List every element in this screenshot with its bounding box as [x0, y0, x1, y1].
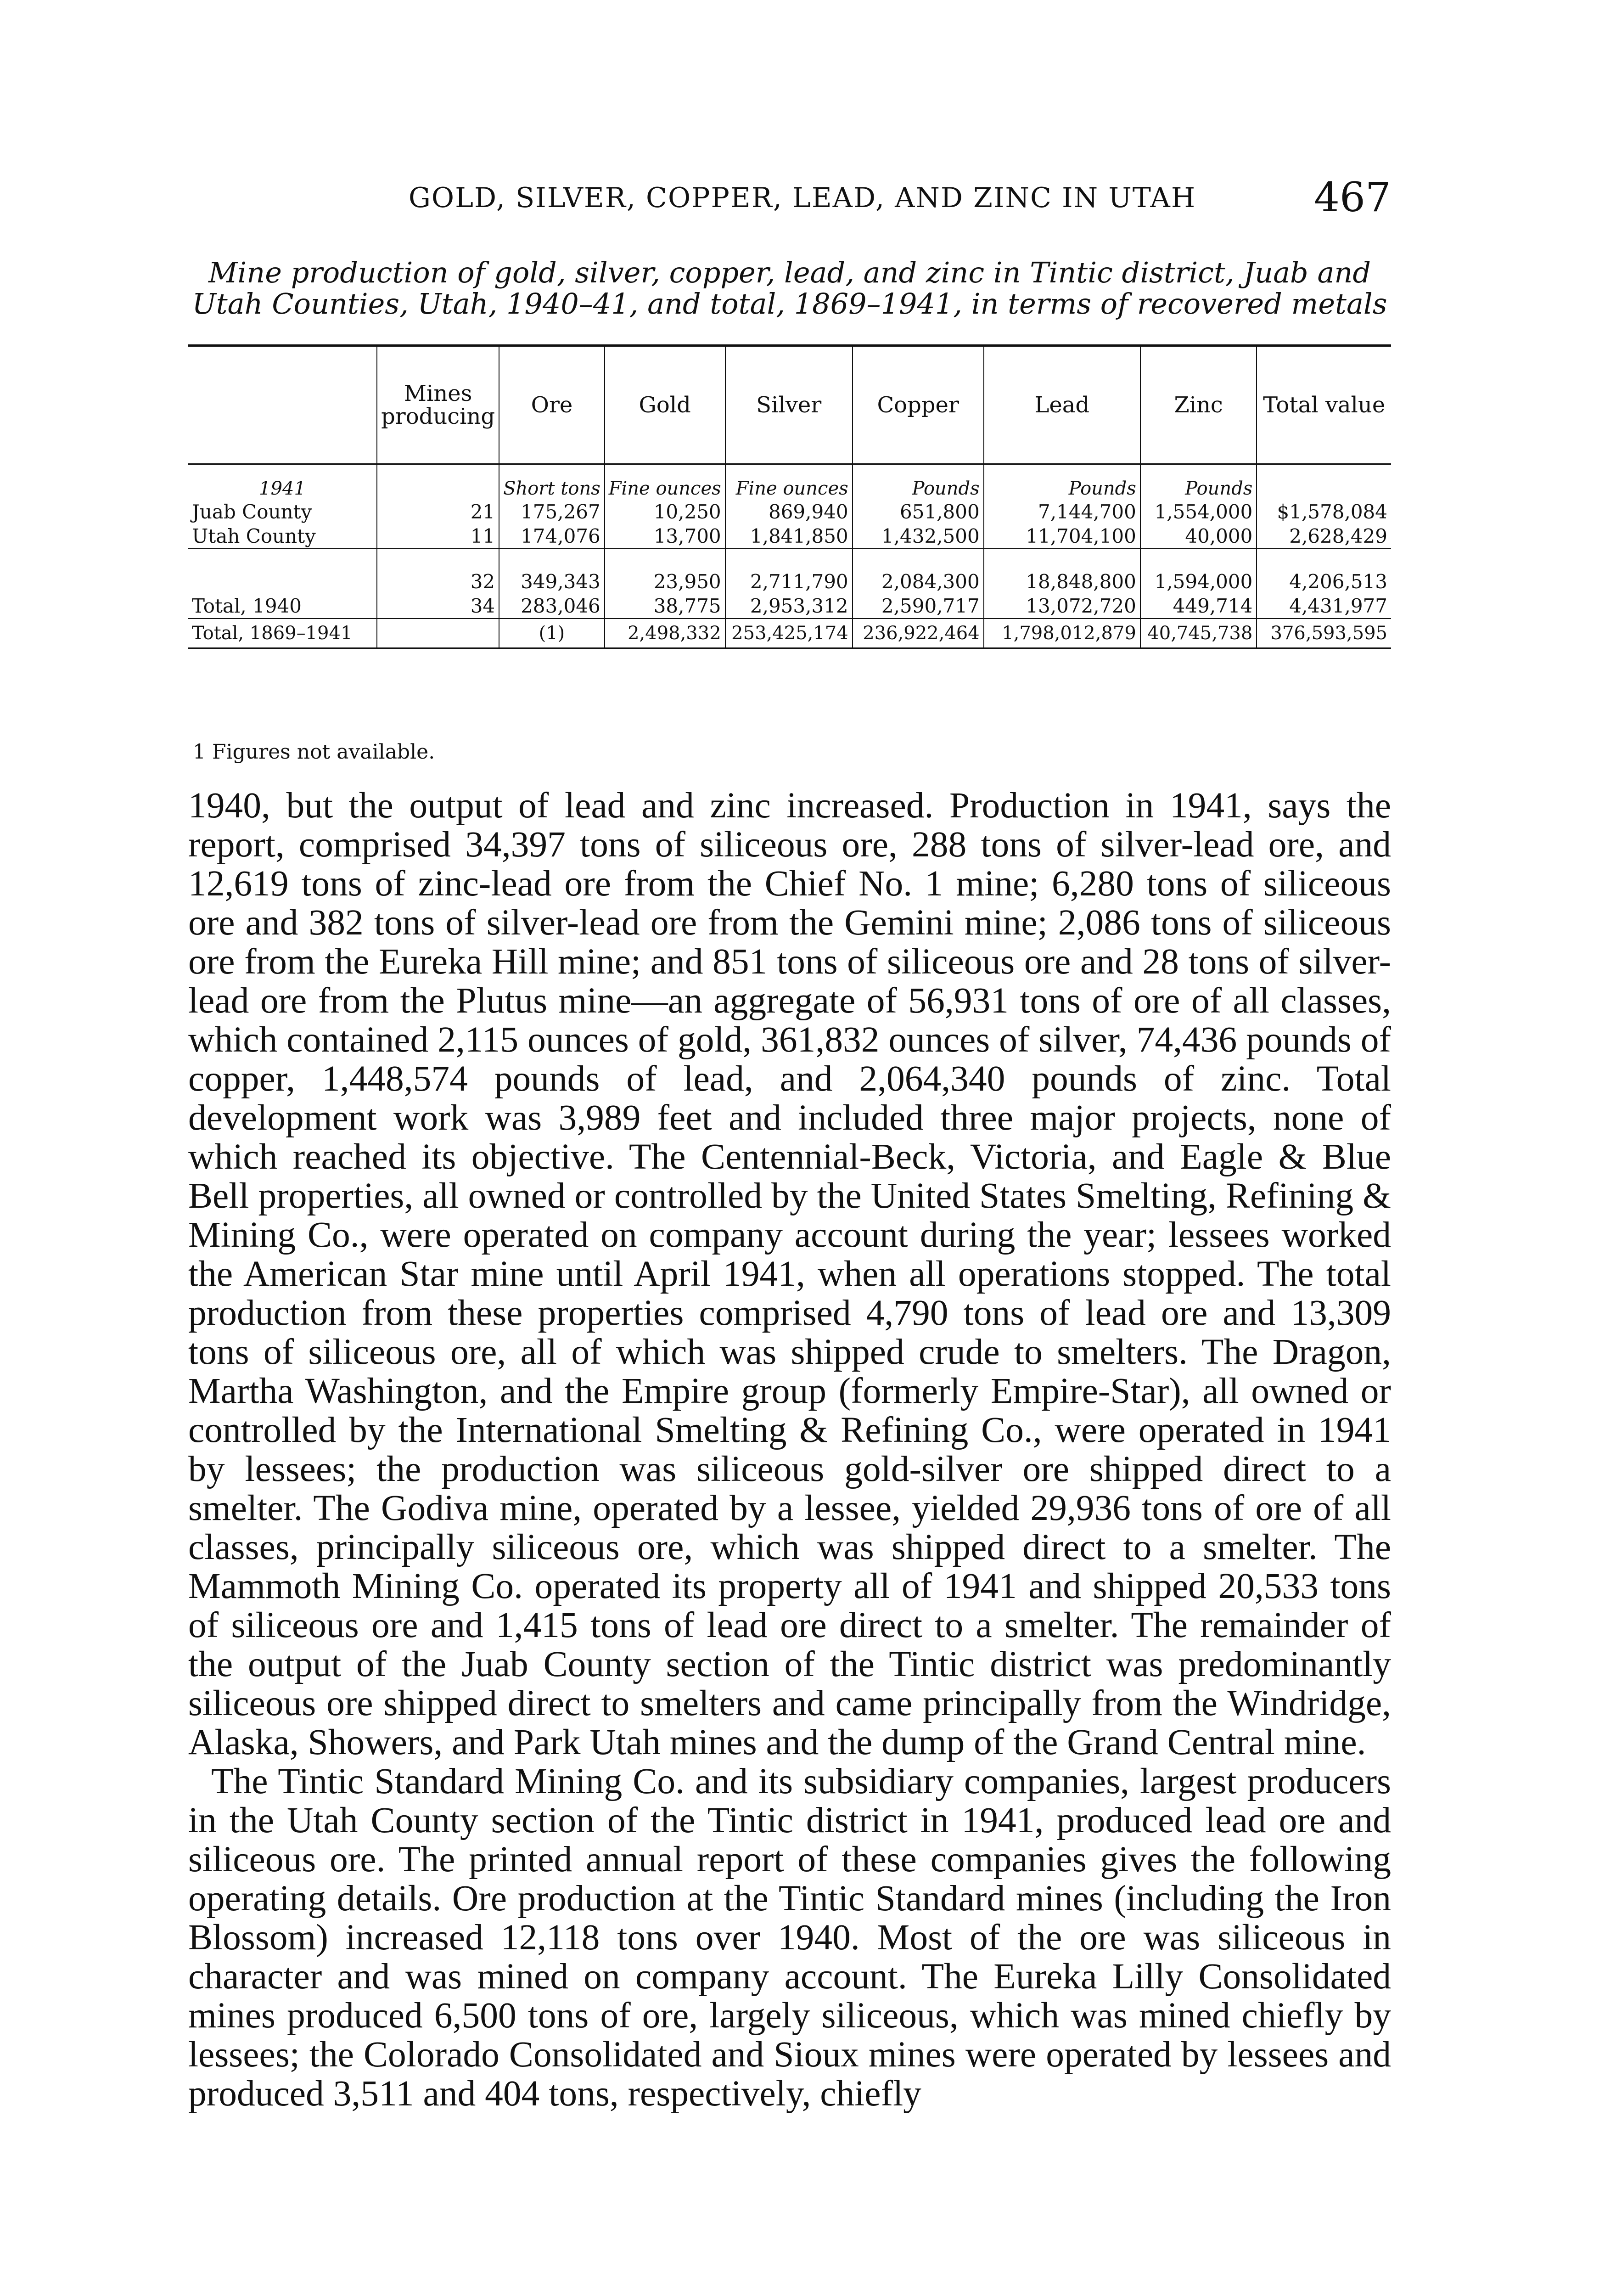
header-zinc: Zinc	[1140, 347, 1257, 464]
header-ore: Ore	[499, 347, 605, 464]
row-label: Total, 1869–1941	[188, 619, 377, 648]
row-label: Utah County	[188, 524, 377, 549]
cell-mines: 34	[377, 594, 499, 619]
body-text	[188, 786, 1391, 2113]
cell-lead: 13,072,720	[984, 594, 1140, 619]
header-silver: Silver	[725, 347, 853, 464]
row-label	[188, 569, 377, 594]
cell-value: $1,578,084	[1257, 500, 1391, 524]
table-caption: Mine production of gold, silver, copper, lead, and zinc in Tintic district, Juab and Utah Counties, Utah, 1940–41, and total, 1869–1941, in terms of recovered metals	[192, 256, 1387, 321]
table-row	[188, 569, 1391, 594]
unit-copper: Pounds	[853, 464, 984, 500]
table-row	[188, 619, 1391, 648]
header-mines: Mines producing	[377, 347, 499, 464]
cell-mines: 21	[377, 500, 499, 524]
cell-mines: 11	[377, 524, 499, 549]
cell-silver: 253,425,174	[725, 619, 853, 648]
cell-lead: 18,848,800	[984, 569, 1140, 594]
cell-ore: (1)	[499, 619, 605, 648]
paragraph: 1940, but the output of lead and zinc increased. Production in 1941, says the report, comprised 34,397 tons of siliceous ore, 288 tons of silver-lead ore, and 12,619 tons of zinc-lead ore from the Chief No. 1 mine; 6,280 tons of siliceous ore and 382 tons of silver-lead ore from the Gemini mine; 2,086 tons of siliceous ore from the Eureka Hill mine; and 851 tons of siliceous ore and 28 tons of silver-lead ore from the Plutus mine—an aggregate of 56,931 tons of ore of all classes, which contained 2,115 ounces of gold, 361,832 ounces of silver, 74,436 pounds of copper, 1,448,574 pounds of lead, and 2,064,340 pounds of zinc. Total development work was 3,989 feet and included three major projects, none of which reached its objective. The Centennial-Beck, Victoria, and Eagle & Blue Bell properties, all owned or controlled by the United States Smelting, Refining & Mining Co., were operated on company account during the year; lessees worked the American Star mine until April 1941, when all operations stopped. The total production from these properties comprised 4,790 tons of lead ore and 13,309 tons of siliceous ore, all of which was shipped crude to smelters. The Dragon, Martha Washington, and the Empire group (formerly Empire-Star), all owned or controlled by the International Smelting & Refining Co., were operated in 1941 by lessees; the production was siliceous gold-silver ore shipped direct to a smelter. The Godiva mine, operated by a lessee, yielded 29,936 tons of ore of all classes, principally siliceous ore, which was shipped direct to a smelter. The Mammoth Mining Co. operated its property all of 1941 and shipped 20,533 tons of siliceous ore and 1,415 tons of lead ore direct to a smelter. The remainder of the output of the Juab County section of the Tintic district was predominantly siliceous ore shipped direct to smelters and came principally from the Windridge, Alaska, Showers, and Park Utah mines and the dump of the Grand Central mine.	[188, 785, 1391, 1762]
unit-ore: Short tons	[499, 464, 605, 500]
cell-zinc: 449,714	[1140, 594, 1257, 619]
cell-mines	[377, 619, 499, 648]
cell-ore: 175,267	[499, 500, 605, 524]
table-header-row	[188, 347, 1391, 464]
cell-silver: 1,841,850	[725, 524, 853, 549]
cell-lead: 7,144,700	[984, 500, 1140, 524]
cell-zinc: 40,745,738	[1140, 619, 1257, 648]
cell-gold: 13,700	[605, 524, 725, 549]
cell-zinc: 40,000	[1140, 524, 1257, 549]
header-gold: Gold	[605, 347, 725, 464]
units-row	[188, 464, 1391, 500]
row-label: Juab County	[192, 501, 312, 523]
unit-lead: Pounds	[984, 464, 1140, 500]
cell-mines: 32	[377, 569, 499, 594]
cell-ore: 174,076	[499, 524, 605, 549]
cell-gold: 38,775	[605, 594, 725, 619]
cell-value: 376,593,595	[1257, 619, 1391, 648]
table-row	[188, 594, 1391, 619]
production-table-container	[188, 344, 1391, 649]
cell-silver: 2,953,312	[725, 594, 853, 619]
cell-gold: 10,250	[605, 500, 725, 524]
cell-ore: 349,343	[499, 569, 605, 594]
header-copper: Copper	[853, 347, 984, 464]
table-row	[188, 524, 1391, 549]
cell-zinc: 1,594,000	[1140, 569, 1257, 594]
cell-value: 2,628,429	[1257, 524, 1391, 549]
cell-gold: 2,498,332	[605, 619, 725, 648]
cell-copper: 2,084,300	[853, 569, 984, 594]
paragraph: The Tintic Standard Mining Co. and its subsidiary companies, largest producers in the Utah County section of the Tintic district in 1941, produced lead ore and siliceous ore. The printed annual report of these companies gives the following operating details. Ore production at the Tintic Standard mines (including the Iron Blossom) increased 12,118 tons over 1940. Most of the ore was siliceous in character and was mined on company account. The Eureka Lilly Consolidated mines produced 6,500 tons of ore, largely siliceous, which was mined chiefly by lessees; the Colorado Consolidated and Sioux mines were operated by lessees and produced 3,511 and 404 tons, respectively, chiefly	[188, 1761, 1391, 2114]
table-footnote: 1 Figures not available.	[193, 740, 435, 764]
cell-lead: 11,704,100	[984, 524, 1140, 549]
cell-copper: 651,800	[853, 500, 984, 524]
page-header	[188, 174, 1391, 224]
cell-copper: 236,922,464	[853, 619, 984, 648]
cell-copper: 1,432,500	[853, 524, 984, 549]
cell-zinc: 1,554,000	[1140, 500, 1257, 524]
cell-value: 4,206,513	[1257, 569, 1391, 594]
header-lead: Lead	[984, 347, 1140, 464]
cell-value: 4,431,977	[1257, 594, 1391, 619]
cell-silver: 869,940	[725, 500, 853, 524]
header-blank	[188, 347, 377, 464]
cell-silver: 2,711,790	[725, 569, 853, 594]
running-title: GOLD, SILVER, COPPER, LEAD, AND ZINC IN UTAH	[409, 182, 1196, 214]
unit-zinc: Pounds	[1140, 464, 1257, 500]
unit-gold: Fine ounces	[605, 464, 725, 500]
row-label: Total, 1940	[188, 594, 377, 619]
table-row	[188, 500, 1391, 524]
cell-gold: 23,950	[605, 569, 725, 594]
unit-silver: Fine ounces	[725, 464, 853, 500]
production-table	[188, 344, 1391, 649]
section-year: 1941	[259, 478, 306, 499]
cell-lead: 1,798,012,879	[984, 619, 1140, 648]
cell-ore: 283,046	[499, 594, 605, 619]
page-number: 467	[1314, 174, 1391, 221]
header-total-value: Total value	[1257, 347, 1391, 464]
cell-copper: 2,590,717	[853, 594, 984, 619]
